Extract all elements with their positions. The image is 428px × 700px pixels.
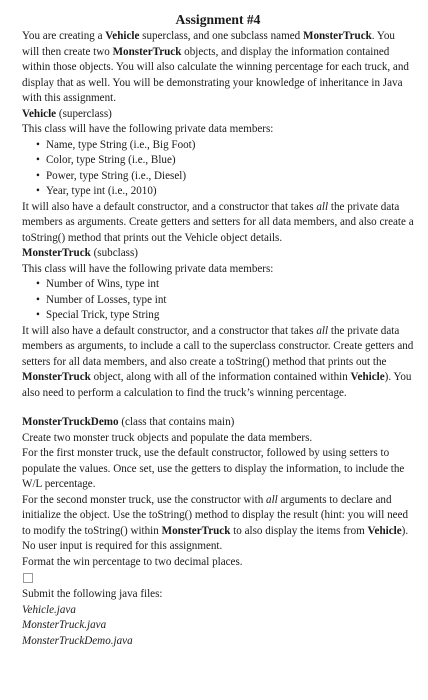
monstertruck-constructor-text-1: It will also have a default constructor, and a constructor that takes bbox=[22, 324, 317, 337]
demo-line-1: Create two monster truck objects and populate the data members. bbox=[22, 431, 313, 444]
demo-heading-bold: MonsterTruckDemo bbox=[22, 416, 119, 428]
monstertruck-constructor-italic: all bbox=[316, 324, 329, 337]
intro-paragraph bbox=[22, 29, 414, 107]
monstertruck-members-intro: This class will have the following private data members: bbox=[22, 262, 274, 275]
checkbox-icon[interactable] bbox=[23, 573, 33, 583]
intro-text-3: . You will then create two bbox=[22, 30, 395, 58]
list-item: • Power, type String (i.e., Diesel) bbox=[36, 169, 414, 185]
vehicle-constructor-italic: all bbox=[316, 200, 329, 213]
intro-monstertruck-bold-2: MonsterTruck bbox=[112, 45, 182, 58]
list-item: • Color, type String (i.e., Blue) bbox=[36, 153, 414, 169]
demo-line-3-text-2: arguments to declare and initialize the object. Use the toString() method to display the result (hint: you will need to modify the toString() within bbox=[22, 493, 409, 537]
monstertruck-constructor-bold-2: Vehicle bbox=[350, 371, 385, 383]
monstertruck-constructor-bold-1: MonsterTruck bbox=[22, 371, 91, 383]
monstertruck-heading-bold: MonsterTruck bbox=[22, 247, 91, 259]
monstertruck-constructor-text-2: the private data members as arguments, to include a call to the superclass constructor. Create getters and setters for all data members, and also create a toString() method that prints out the bbox=[22, 324, 414, 368]
monstertruck-constructor-paragraph bbox=[22, 324, 414, 402]
demo-line-4: No user input is required for this assignment. bbox=[22, 540, 223, 552]
vehicle-constructor-text-1: It will also have a default constructor, and a constructor that takes bbox=[22, 200, 317, 213]
monstertruck-heading bbox=[22, 246, 414, 262]
list-item: • Number of Wins, type int bbox=[36, 277, 414, 293]
intro-vehicle-bold: Vehicle bbox=[105, 30, 140, 42]
demo-line-5: Format the win percentage to two decimal places. bbox=[22, 555, 243, 568]
demo-line-3-text-1: For the second monster truck, use the constructor with bbox=[22, 493, 267, 506]
monstertruck-constructor-text-4: ). You also need to perform a calculation to find the truck’s winning percentage. bbox=[22, 371, 412, 399]
vehicle-heading-bold: Vehicle bbox=[22, 107, 57, 120]
intro-text-1: You are creating a bbox=[22, 30, 106, 42]
submit-file: MonsterTruckDemo.java bbox=[22, 634, 133, 647]
list-item: • Name, type String (i.e., Big Foot) bbox=[36, 138, 414, 154]
section-gap bbox=[22, 401, 414, 415]
demo-line-2: For the first monster truck, use the default constructor, followed by using setters to populate the values. Once set, use the getters to display the information, to include the W/L percentage. bbox=[22, 447, 405, 490]
monstertruck-constructor-text-3: object, along with all of the information contained within bbox=[90, 371, 351, 383]
vehicle-heading bbox=[22, 107, 414, 123]
list-item: • Special Trick, type String bbox=[36, 308, 414, 324]
list-item: • Year, type int (i.e., 2010) bbox=[36, 184, 414, 200]
demo-line-3-text-3: to also display the items from bbox=[230, 524, 368, 537]
demo-heading bbox=[22, 415, 414, 431]
intro-monstertruck-bold: MonsterTruck bbox=[302, 30, 372, 42]
intro-text-2: superclass, and one subclass named bbox=[139, 30, 303, 42]
intro-text-4: objects, and display the information contained within those objects. You will also calculate the winning percentage for each truck, and display that as well. You will be demonstrating your knowledge of inheritance in Java with this assignment. bbox=[22, 45, 409, 104]
page-title: Assignment #4 bbox=[175, 12, 261, 27]
submit-intro: Submit the following java files: bbox=[22, 588, 163, 600]
demo-line-3-bold-1: MonsterTruck bbox=[161, 524, 231, 537]
vehicle-members-list bbox=[22, 138, 414, 200]
vehicle-heading-rest: (superclass) bbox=[56, 107, 112, 120]
monstertruck-members-list bbox=[22, 277, 414, 324]
submit-file: Vehicle.java bbox=[22, 603, 76, 616]
demo-line-3-text-4: ). bbox=[401, 524, 409, 537]
vehicle-constructor-text-2: the private data members as arguments. Create getters and setters for all data members, and also create a toString() method that prints out the Vehicle object details. bbox=[22, 200, 414, 244]
list-item: • Number of Losses, type int bbox=[36, 293, 414, 309]
submit-file: MonsterTruck.java bbox=[22, 619, 107, 631]
assignment-document bbox=[22, 12, 414, 649]
demo-line-3 bbox=[22, 493, 414, 540]
vehicle-constructor-paragraph bbox=[22, 200, 414, 247]
demo-line-3-bold-2: Vehicle bbox=[367, 524, 402, 537]
checkbox-row bbox=[22, 570, 414, 587]
vehicle-members-intro: This class will have the following private data members: bbox=[22, 123, 274, 135]
demo-heading-rest: (class that contains main) bbox=[118, 416, 235, 428]
demo-line-3-italic: all bbox=[266, 493, 278, 506]
monstertruck-heading-rest: (subclass) bbox=[90, 247, 138, 259]
